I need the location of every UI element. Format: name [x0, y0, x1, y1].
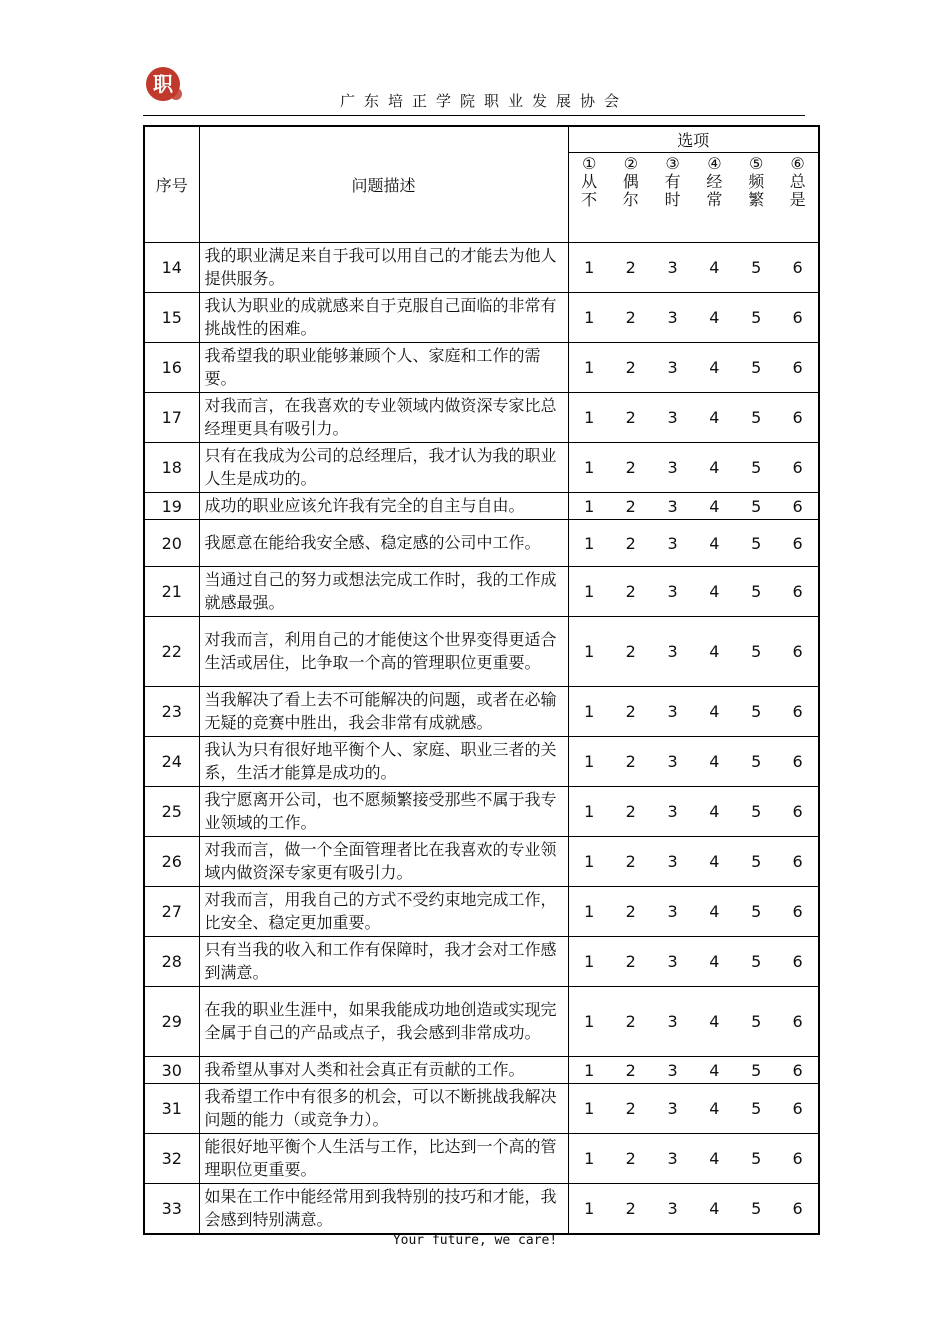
question-text: 我认为只有很好地平衡个人、家庭、职业三者的关系，生活才能算是成功的。 — [199, 737, 568, 787]
option-value-6[interactable]: 6 — [777, 443, 819, 493]
option-value-4[interactable]: 4 — [693, 687, 735, 737]
option-header-4 — [693, 153, 735, 243]
option-header-3 — [652, 153, 694, 243]
option-value-5[interactable]: 5 — [735, 1084, 777, 1134]
option-value-4[interactable]: 4 — [693, 1184, 735, 1235]
option-header-label-1: 有 — [664, 172, 681, 191]
question-number: 29 — [144, 987, 199, 1057]
question-text: 我希望我的职业能够兼顾个人、家庭和工作的需要。 — [199, 343, 568, 393]
option-value-3[interactable]: 3 — [652, 243, 694, 293]
option-value-6[interactable]: 6 — [777, 1084, 819, 1134]
option-value-2[interactable]: 2 — [610, 1134, 652, 1184]
question-row — [144, 1084, 819, 1134]
question-text: 我宁愿离开公司，也不愿频繁接受那些不属于我专业领域的工作。 — [199, 787, 568, 837]
option-header-num: ③ — [665, 154, 680, 173]
question-text: 只有当我的收入和工作有保障时，我才会对工作感到满意。 — [199, 937, 568, 987]
logo-text: 职 — [153, 72, 173, 96]
option-value-3[interactable]: 3 — [652, 1134, 694, 1184]
question-number: 27 — [144, 887, 199, 937]
option-value-3[interactable]: 3 — [652, 393, 694, 443]
option-header-num: ④ — [707, 154, 722, 173]
option-header-label-2: 时 — [664, 190, 681, 209]
option-value-3[interactable]: 3 — [652, 687, 694, 737]
option-value-3[interactable]: 3 — [652, 987, 694, 1057]
option-header-5 — [735, 153, 777, 243]
option-value-6[interactable]: 6 — [777, 687, 819, 737]
option-value-5[interactable]: 5 — [735, 617, 777, 687]
option-value-6[interactable]: 6 — [777, 737, 819, 787]
option-value-6[interactable]: 6 — [777, 837, 819, 887]
option-value-1[interactable]: 1 — [568, 567, 610, 617]
question-number: 18 — [144, 443, 199, 493]
question-text: 当通过自己的努力或想法完成工作时，我的工作成就感最强。 — [199, 567, 568, 617]
option-value-5[interactable]: 5 — [735, 567, 777, 617]
option-value-1[interactable]: 1 — [568, 393, 610, 443]
option-value-5[interactable]: 5 — [735, 243, 777, 293]
option-value-3[interactable]: 3 — [652, 1057, 694, 1084]
option-header-label-2: 是 — [789, 190, 806, 209]
header-divider — [143, 115, 805, 116]
question-text: 我愿意在能给我安全感、稳定感的公司中工作。 — [199, 520, 568, 567]
option-header-num: ⑥ — [790, 154, 805, 173]
option-value-1[interactable]: 1 — [568, 243, 610, 293]
option-value-3[interactable]: 3 — [652, 887, 694, 937]
option-value-4[interactable]: 4 — [693, 617, 735, 687]
option-value-2[interactable]: 2 — [610, 443, 652, 493]
option-header-label-2: 不 — [581, 190, 598, 209]
question-row — [144, 343, 819, 393]
question-text: 我的职业满足来自于我可以用自己的才能去为他人提供服务。 — [199, 243, 568, 293]
option-value-1[interactable]: 1 — [568, 443, 610, 493]
option-value-5[interactable]: 5 — [735, 887, 777, 937]
option-value-5[interactable]: 5 — [735, 737, 777, 787]
option-value-2[interactable]: 2 — [610, 787, 652, 837]
option-value-1[interactable]: 1 — [568, 520, 610, 567]
option-header-label-2: 尔 — [622, 190, 639, 209]
option-value-1[interactable]: 1 — [568, 1134, 610, 1184]
option-value-6[interactable]: 6 — [777, 617, 819, 687]
option-value-5[interactable]: 5 — [735, 937, 777, 987]
footer-tagline: Your future, we care! — [392, 1233, 558, 1248]
option-value-1[interactable]: 1 — [568, 493, 610, 520]
option-header-1 — [568, 153, 610, 243]
option-value-1[interactable]: 1 — [568, 1057, 610, 1084]
option-value-3[interactable]: 3 — [652, 493, 694, 520]
option-value-5[interactable]: 5 — [735, 393, 777, 443]
option-value-3[interactable]: 3 — [652, 443, 694, 493]
question-row — [144, 520, 819, 567]
option-header-label-1: 频 — [748, 172, 765, 191]
option-value-1[interactable]: 1 — [568, 787, 610, 837]
option-value-5[interactable]: 5 — [735, 687, 777, 737]
option-value-3[interactable]: 3 — [652, 787, 694, 837]
option-value-5[interactable]: 5 — [735, 520, 777, 567]
option-value-6[interactable]: 6 — [777, 293, 819, 343]
question-text: 成功的职业应该允许我有完全的自主与自由。 — [199, 493, 568, 520]
question-row — [144, 937, 819, 987]
option-value-6[interactable]: 6 — [777, 987, 819, 1057]
question-text: 只有在我成为公司的总经理后，我才认为我的职业人生是成功的。 — [199, 443, 568, 493]
option-value-2[interactable]: 2 — [610, 837, 652, 887]
option-value-6[interactable]: 6 — [777, 1184, 819, 1235]
option-value-6[interactable]: 6 — [777, 343, 819, 393]
option-value-3[interactable]: 3 — [652, 343, 694, 393]
option-value-2[interactable]: 2 — [610, 617, 652, 687]
option-value-2[interactable]: 2 — [610, 737, 652, 787]
option-header-2 — [610, 153, 652, 243]
option-header-label-2: 繁 — [748, 190, 765, 209]
option-value-2[interactable]: 2 — [610, 493, 652, 520]
option-value-1[interactable]: 1 — [568, 837, 610, 887]
question-number: 30 — [144, 1057, 199, 1084]
option-value-2[interactable]: 2 — [610, 937, 652, 987]
column-header-choices: 选项 — [568, 126, 819, 153]
option-value-6[interactable]: 6 — [777, 393, 819, 443]
option-value-2[interactable]: 2 — [610, 887, 652, 937]
option-value-1[interactable]: 1 — [568, 1084, 610, 1134]
question-number: 21 — [144, 567, 199, 617]
option-value-4[interactable]: 4 — [693, 1134, 735, 1184]
question-text: 在我的职业生涯中，如果我能成功地创造或实现完全属于自己的产品或点子，我会感到非常成功。 — [199, 987, 568, 1057]
option-value-4[interactable]: 4 — [693, 343, 735, 393]
option-value-1[interactable]: 1 — [568, 937, 610, 987]
option-value-4[interactable]: 4 — [693, 1084, 735, 1134]
question-number: 22 — [144, 617, 199, 687]
option-value-2[interactable]: 2 — [610, 393, 652, 443]
question-text: 如果在工作中能经常用到我特别的技巧和才能，我会感到特别满意。 — [199, 1184, 568, 1235]
column-header-question: 问题描述 — [199, 126, 568, 243]
option-header-label-1: 总 — [789, 172, 806, 191]
option-header-label-2: 常 — [706, 190, 723, 209]
option-value-5[interactable]: 5 — [735, 987, 777, 1057]
question-number: 23 — [144, 687, 199, 737]
option-value-2[interactable]: 2 — [610, 1184, 652, 1235]
option-value-6[interactable]: 6 — [777, 1057, 819, 1084]
option-value-4[interactable]: 4 — [693, 1057, 735, 1084]
question-number: 14 — [144, 243, 199, 293]
option-value-1[interactable]: 1 — [568, 737, 610, 787]
question-row — [144, 887, 819, 937]
question-row — [144, 393, 819, 443]
option-value-3[interactable]: 3 — [652, 567, 694, 617]
question-row — [144, 987, 819, 1057]
option-value-5[interactable]: 5 — [735, 1134, 777, 1184]
question-row — [144, 443, 819, 493]
table-header-row — [144, 126, 819, 153]
question-row — [144, 493, 819, 520]
option-value-3[interactable]: 3 — [652, 1084, 694, 1134]
option-value-3[interactable]: 3 — [652, 837, 694, 887]
option-value-4[interactable]: 4 — [693, 887, 735, 937]
question-row — [144, 567, 819, 617]
option-value-5[interactable]: 5 — [735, 293, 777, 343]
question-number: 32 — [144, 1134, 199, 1184]
option-value-4[interactable]: 4 — [693, 443, 735, 493]
question-row — [144, 243, 819, 293]
question-number: 25 — [144, 787, 199, 837]
question-text: 当我解决了看上去不可能解决的问题，或者在必输无疑的竞赛中胜出，我会非常有成就感。 — [199, 687, 568, 737]
question-number: 20 — [144, 520, 199, 567]
option-value-4[interactable]: 4 — [693, 493, 735, 520]
option-value-4[interactable]: 4 — [693, 393, 735, 443]
question-number: 26 — [144, 837, 199, 887]
option-value-5[interactable]: 5 — [735, 1184, 777, 1235]
question-number: 31 — [144, 1084, 199, 1134]
question-text: 我希望从事对人类和社会真正有贡献的工作。 — [199, 1057, 568, 1084]
option-header-label-1: 偶 — [622, 172, 639, 191]
question-text: 对我而言，利用自己的才能使这个世界变得更适合生活或居住，比争取一个高的管理职位更重要。 — [199, 617, 568, 687]
question-number: 15 — [144, 293, 199, 343]
option-value-4[interactable]: 4 — [693, 937, 735, 987]
option-value-1[interactable]: 1 — [568, 1184, 610, 1235]
option-value-2[interactable]: 2 — [610, 520, 652, 567]
question-row — [144, 617, 819, 687]
career-anchor-questionnaire-table — [143, 125, 820, 1235]
option-value-4[interactable]: 4 — [693, 293, 735, 343]
questions-body — [144, 243, 819, 1235]
option-value-1[interactable]: 1 — [568, 887, 610, 937]
option-value-2[interactable]: 2 — [610, 567, 652, 617]
option-value-6[interactable]: 6 — [777, 887, 819, 937]
option-value-1[interactable]: 1 — [568, 987, 610, 1057]
option-value-6[interactable]: 6 — [777, 520, 819, 567]
question-row — [144, 1134, 819, 1184]
option-value-1[interactable]: 1 — [568, 687, 610, 737]
option-header-num: ① — [581, 154, 597, 173]
question-text: 能很好地平衡个人生活与工作，比达到一个高的管理职位更重要。 — [199, 1134, 568, 1184]
option-value-6[interactable]: 6 — [777, 937, 819, 987]
question-row — [144, 1057, 819, 1084]
option-value-4[interactable]: 4 — [693, 243, 735, 293]
option-header-num: ⑤ — [749, 154, 764, 173]
option-value-2[interactable]: 2 — [610, 293, 652, 343]
organization-title: 广东培正学院职业发展协会 — [340, 92, 629, 110]
option-value-4[interactable]: 4 — [693, 737, 735, 787]
option-value-1[interactable]: 1 — [568, 293, 610, 343]
option-value-6[interactable]: 6 — [777, 1134, 819, 1184]
option-value-2[interactable]: 2 — [610, 243, 652, 293]
option-value-1[interactable]: 1 — [568, 617, 610, 687]
question-text: 我希望工作中有很多的机会，可以不断挑战我解决问题的能力（或竞争力）。 — [199, 1084, 568, 1134]
option-value-3[interactable]: 3 — [652, 520, 694, 567]
option-value-4[interactable]: 4 — [693, 520, 735, 567]
option-value-6[interactable]: 6 — [777, 787, 819, 837]
question-number: 28 — [144, 937, 199, 987]
question-row — [144, 293, 819, 343]
option-value-6[interactable]: 6 — [777, 493, 819, 520]
option-value-5[interactable]: 5 — [735, 1057, 777, 1084]
question-row — [144, 1184, 819, 1235]
option-value-2[interactable]: 2 — [610, 1057, 652, 1084]
option-value-4[interactable]: 4 — [693, 787, 735, 837]
question-number: 24 — [144, 737, 199, 787]
option-value-1[interactable]: 1 — [568, 343, 610, 393]
question-text: 对我而言，用我自己的方式不受约束地完成工作，比安全、稳定更加重要。 — [199, 887, 568, 937]
option-value-2[interactable]: 2 — [610, 1084, 652, 1134]
option-value-5[interactable]: 5 — [735, 837, 777, 887]
option-value-3[interactable]: 3 — [652, 293, 694, 343]
option-value-3[interactable]: 3 — [652, 1184, 694, 1235]
column-header-no: 序号 — [144, 126, 199, 243]
question-number: 16 — [144, 343, 199, 393]
question-text: 对我而言，在我喜欢的专业领域内做资深专家比总经理更具有吸引力。 — [199, 393, 568, 443]
option-value-5[interactable]: 5 — [735, 493, 777, 520]
option-value-6[interactable]: 6 — [777, 567, 819, 617]
option-value-4[interactable]: 4 — [693, 567, 735, 617]
question-row — [144, 837, 819, 887]
option-value-3[interactable]: 3 — [652, 617, 694, 687]
option-value-5[interactable]: 5 — [735, 343, 777, 393]
question-row — [144, 687, 819, 737]
question-number: 33 — [144, 1184, 199, 1235]
question-text: 我认为职业的成就感来自于克服自己面临的非常有挑战性的困难。 — [199, 293, 568, 343]
option-value-4[interactable]: 4 — [693, 837, 735, 887]
option-value-2[interactable]: 2 — [610, 343, 652, 393]
option-value-5[interactable]: 5 — [735, 787, 777, 837]
option-value-2[interactable]: 2 — [610, 987, 652, 1057]
option-value-4[interactable]: 4 — [693, 987, 735, 1057]
association-logo — [143, 64, 187, 104]
option-value-3[interactable]: 3 — [652, 937, 694, 987]
option-header-6 — [777, 153, 819, 243]
question-row — [144, 787, 819, 837]
option-header-label-1: 经 — [706, 172, 723, 191]
option-value-2[interactable]: 2 — [610, 687, 652, 737]
option-value-5[interactable]: 5 — [735, 443, 777, 493]
option-value-6[interactable]: 6 — [777, 243, 819, 293]
option-value-3[interactable]: 3 — [652, 737, 694, 787]
option-header-num: ② — [623, 154, 638, 173]
option-header-label-1: 从 — [581, 172, 598, 191]
question-row — [144, 737, 819, 787]
question-number: 17 — [144, 393, 199, 443]
question-text: 对我而言，做一个全面管理者比在我喜欢的专业领域内做资深专家更有吸引力。 — [199, 837, 568, 887]
question-number: 19 — [144, 493, 199, 520]
